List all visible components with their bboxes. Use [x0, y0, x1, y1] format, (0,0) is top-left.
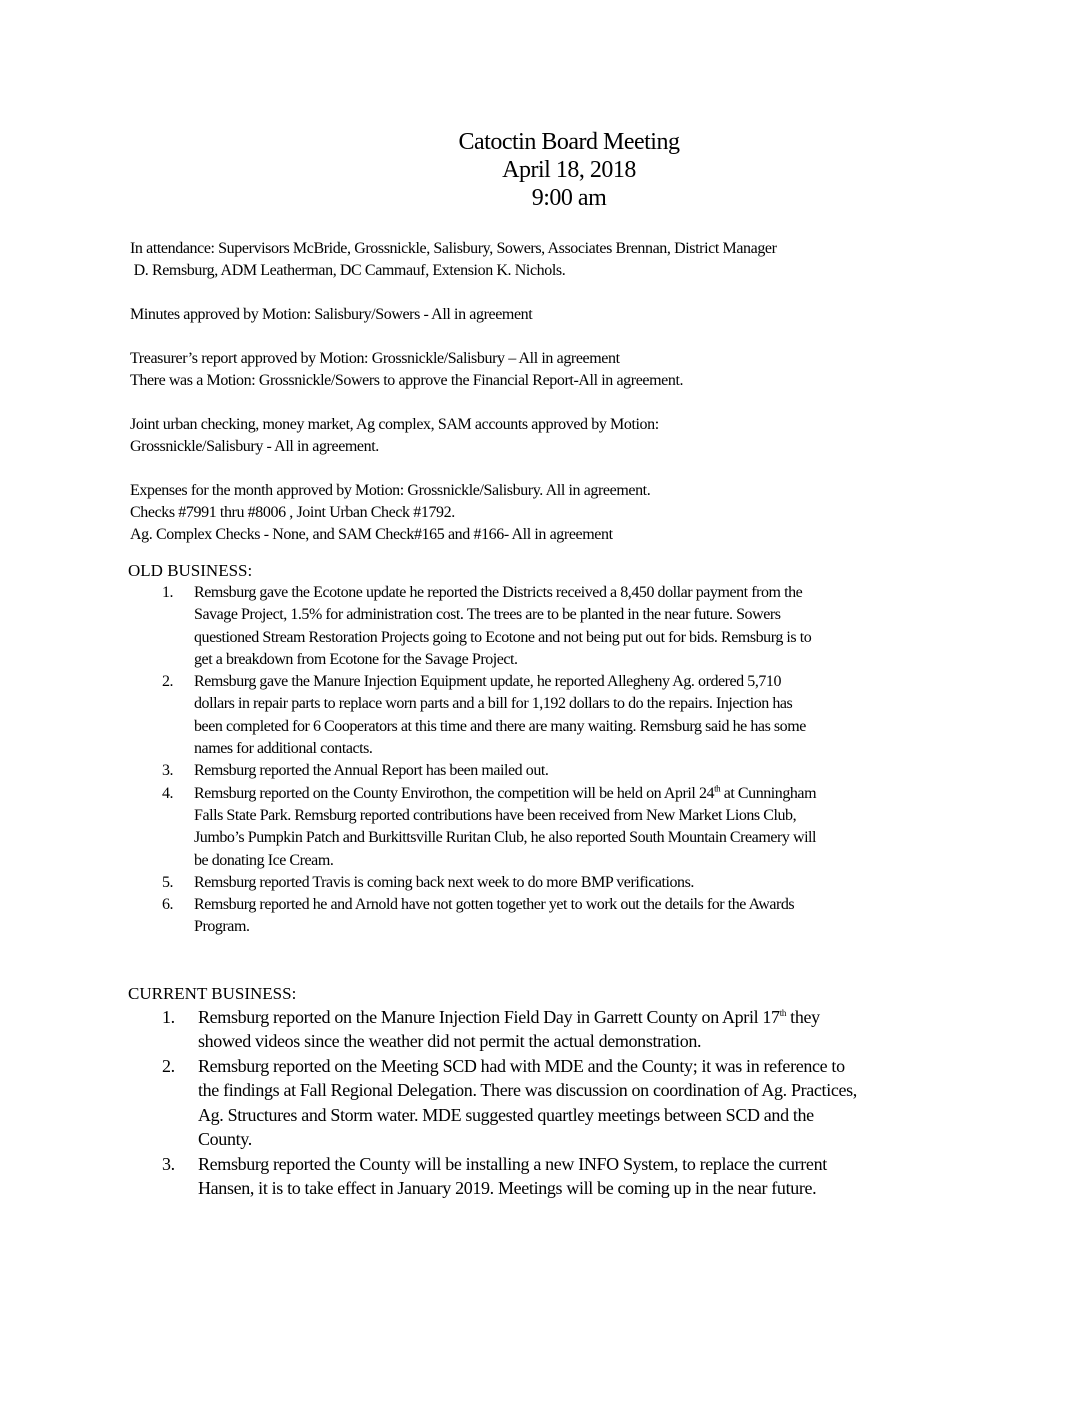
- minutes-approval: Minutes approved by Motion: Salisbury/Sowers - All in agreement: [130, 306, 533, 323]
- item-line: Falls State Park. Remsburg reported contributions have been received from New Market Lions Club,: [194, 806, 797, 824]
- item-line: Jumbo’s Pumpkin Patch and Burkittsville Ruritan Club, he also reported South Mountain Creamery will: [194, 829, 817, 847]
- old-business-heading: OLD BUSINESS:: [128, 561, 253, 580]
- item-text: they: [786, 1006, 820, 1027]
- joint-accounts-line: Grossnickle/Salisbury - All in agreement.: [130, 438, 379, 455]
- expenses-line: Expenses for the month approved by Motion: Grossnickle/Salisbury. All in agreement.: [130, 482, 651, 499]
- list-number: 6.: [162, 896, 174, 914]
- list-number: 3.: [162, 762, 174, 780]
- list-number: 2.: [162, 1055, 175, 1076]
- list-item: [130, 783, 1010, 872]
- item-line: Remsburg gave the Ecotone update he reported the Districts received a 8,450 dollar payment from the: [194, 584, 803, 601]
- item-line: the findings at Fall Regional Delegation. There was discussion on coordination of Ag. Practices,: [198, 1080, 857, 1101]
- list-item: [130, 872, 1010, 894]
- page-title: Catoctin Board Meeting: [458, 129, 680, 155]
- current-business-list: [130, 1005, 1010, 1201]
- item-line: get a breakdown from Ecotone for the Savage Project.: [194, 650, 518, 668]
- list-item: [130, 894, 1010, 939]
- list-item: [130, 1054, 1010, 1152]
- item-line: Remsburg reported he and Arnold have not gotten together yet to work out the details for the Awards: [194, 896, 795, 914]
- meeting-date: April 18, 2018: [502, 157, 636, 183]
- ordinal-suffix: th: [714, 783, 721, 794]
- current-business-heading: CURRENT BUSINESS:: [128, 983, 297, 1003]
- item-line: Remsburg gave the Manure Injection Equipment update, he reported Allegheny Ag. ordered 5,710: [194, 673, 782, 691]
- item-line: Hansen, it is to take effect in January 2019. Meetings will be coming up in the near future.: [198, 1178, 817, 1199]
- list-item: [130, 582, 1010, 671]
- checks-line: Checks #7991 thru #8006 , Joint Urban Check #1792.: [130, 504, 455, 521]
- attendance-line: D. Remsburg, ADM Leatherman, DC Cammauf, Extension K. Nichols.: [130, 262, 566, 279]
- item-line: Savage Project, 1.5% for administration cost. The trees are to be planted in the near future. Sowers: [194, 606, 781, 624]
- minutes-body: [130, 238, 1010, 1201]
- list-item: [130, 671, 1010, 760]
- old-business-list: [130, 582, 1010, 939]
- list-number: 5.: [162, 873, 174, 891]
- item-line: Remsburg reported Travis is coming back next week to do more BMP verifications.: [194, 873, 694, 891]
- item-line: Remsburg reported on the Meeting SCD had with MDE and the County; it was in reference to: [198, 1055, 845, 1076]
- list-item: [130, 760, 1010, 782]
- financial-report-line: There was a Motion: Grossnickle/Sowers to approve the Financial Report-All in agreement.: [130, 372, 684, 389]
- item-line: been completed for 6 Cooperators at this time and there are many waiting. Remsburg said he has some: [194, 717, 806, 735]
- meeting-time: 9:00 am: [531, 185, 607, 211]
- treasurer-paragraph: [130, 348, 1010, 392]
- title-block: [0, 128, 1088, 212]
- attendance-paragraph: [130, 238, 1010, 282]
- item-line: be donating Ice Cream.: [194, 851, 334, 869]
- list-number: 4.: [162, 784, 174, 802]
- joint-accounts-paragraph: [130, 414, 1010, 458]
- item-line: [198, 1005, 1010, 1030]
- ag-complex-checks-line: Ag. Complex Checks - None, and SAM Check#165 and #166- All in agreement: [130, 526, 613, 543]
- item-line: dollars in repair parts to replace worn parts and a bill for 1,192 dollars to do the repairs. Injection has: [194, 695, 793, 713]
- list-number: 1.: [162, 1006, 175, 1027]
- list-number: 3.: [162, 1153, 175, 1174]
- attendance-line: In attendance: Supervisors McBride, Grossnickle, Salisbury, Sowers, Associates Brennan, District Manager: [130, 240, 777, 257]
- item-text: Remsburg reported on the County Envirothon, the competition will be held on April 24: [194, 784, 715, 802]
- item-line: [194, 783, 1010, 805]
- item-text: at Cunningham: [720, 784, 817, 802]
- treasurer-line: Treasurer’s report approved by Motion: Grossnickle/Salisbury – All in agreement: [130, 350, 620, 367]
- list-item: [130, 1005, 1010, 1054]
- item-line: Remsburg reported the Annual Report has been mailed out.: [194, 762, 549, 780]
- item-line: showed videos since the weather did not permit the actual demonstration.: [198, 1031, 702, 1052]
- joint-accounts-line: Joint urban checking, money market, Ag complex, SAM accounts approved by Motion:: [130, 416, 659, 433]
- list-number: 1.: [162, 584, 174, 601]
- item-line: Ag. Structures and Storm water. MDE suggested quartley meetings between SCD and the: [198, 1104, 814, 1125]
- expenses-paragraph: [130, 480, 1010, 546]
- item-line: questioned Stream Restoration Projects going to Ecotone and not being put out for bids. Remsburg is to: [194, 628, 812, 646]
- item-line: Program.: [194, 918, 250, 936]
- item-line: names for additional contacts.: [194, 740, 373, 758]
- item-line: County.: [198, 1129, 252, 1150]
- list-item: [130, 1152, 1010, 1201]
- ordinal-suffix: th: [779, 1007, 787, 1018]
- list-number: 2.: [162, 673, 174, 691]
- item-text: Remsburg reported on the Manure Injection Field Day in Garrett County on April 17: [198, 1006, 780, 1027]
- item-line: Remsburg reported the County will be installing a new INFO System, to replace the current: [198, 1153, 827, 1174]
